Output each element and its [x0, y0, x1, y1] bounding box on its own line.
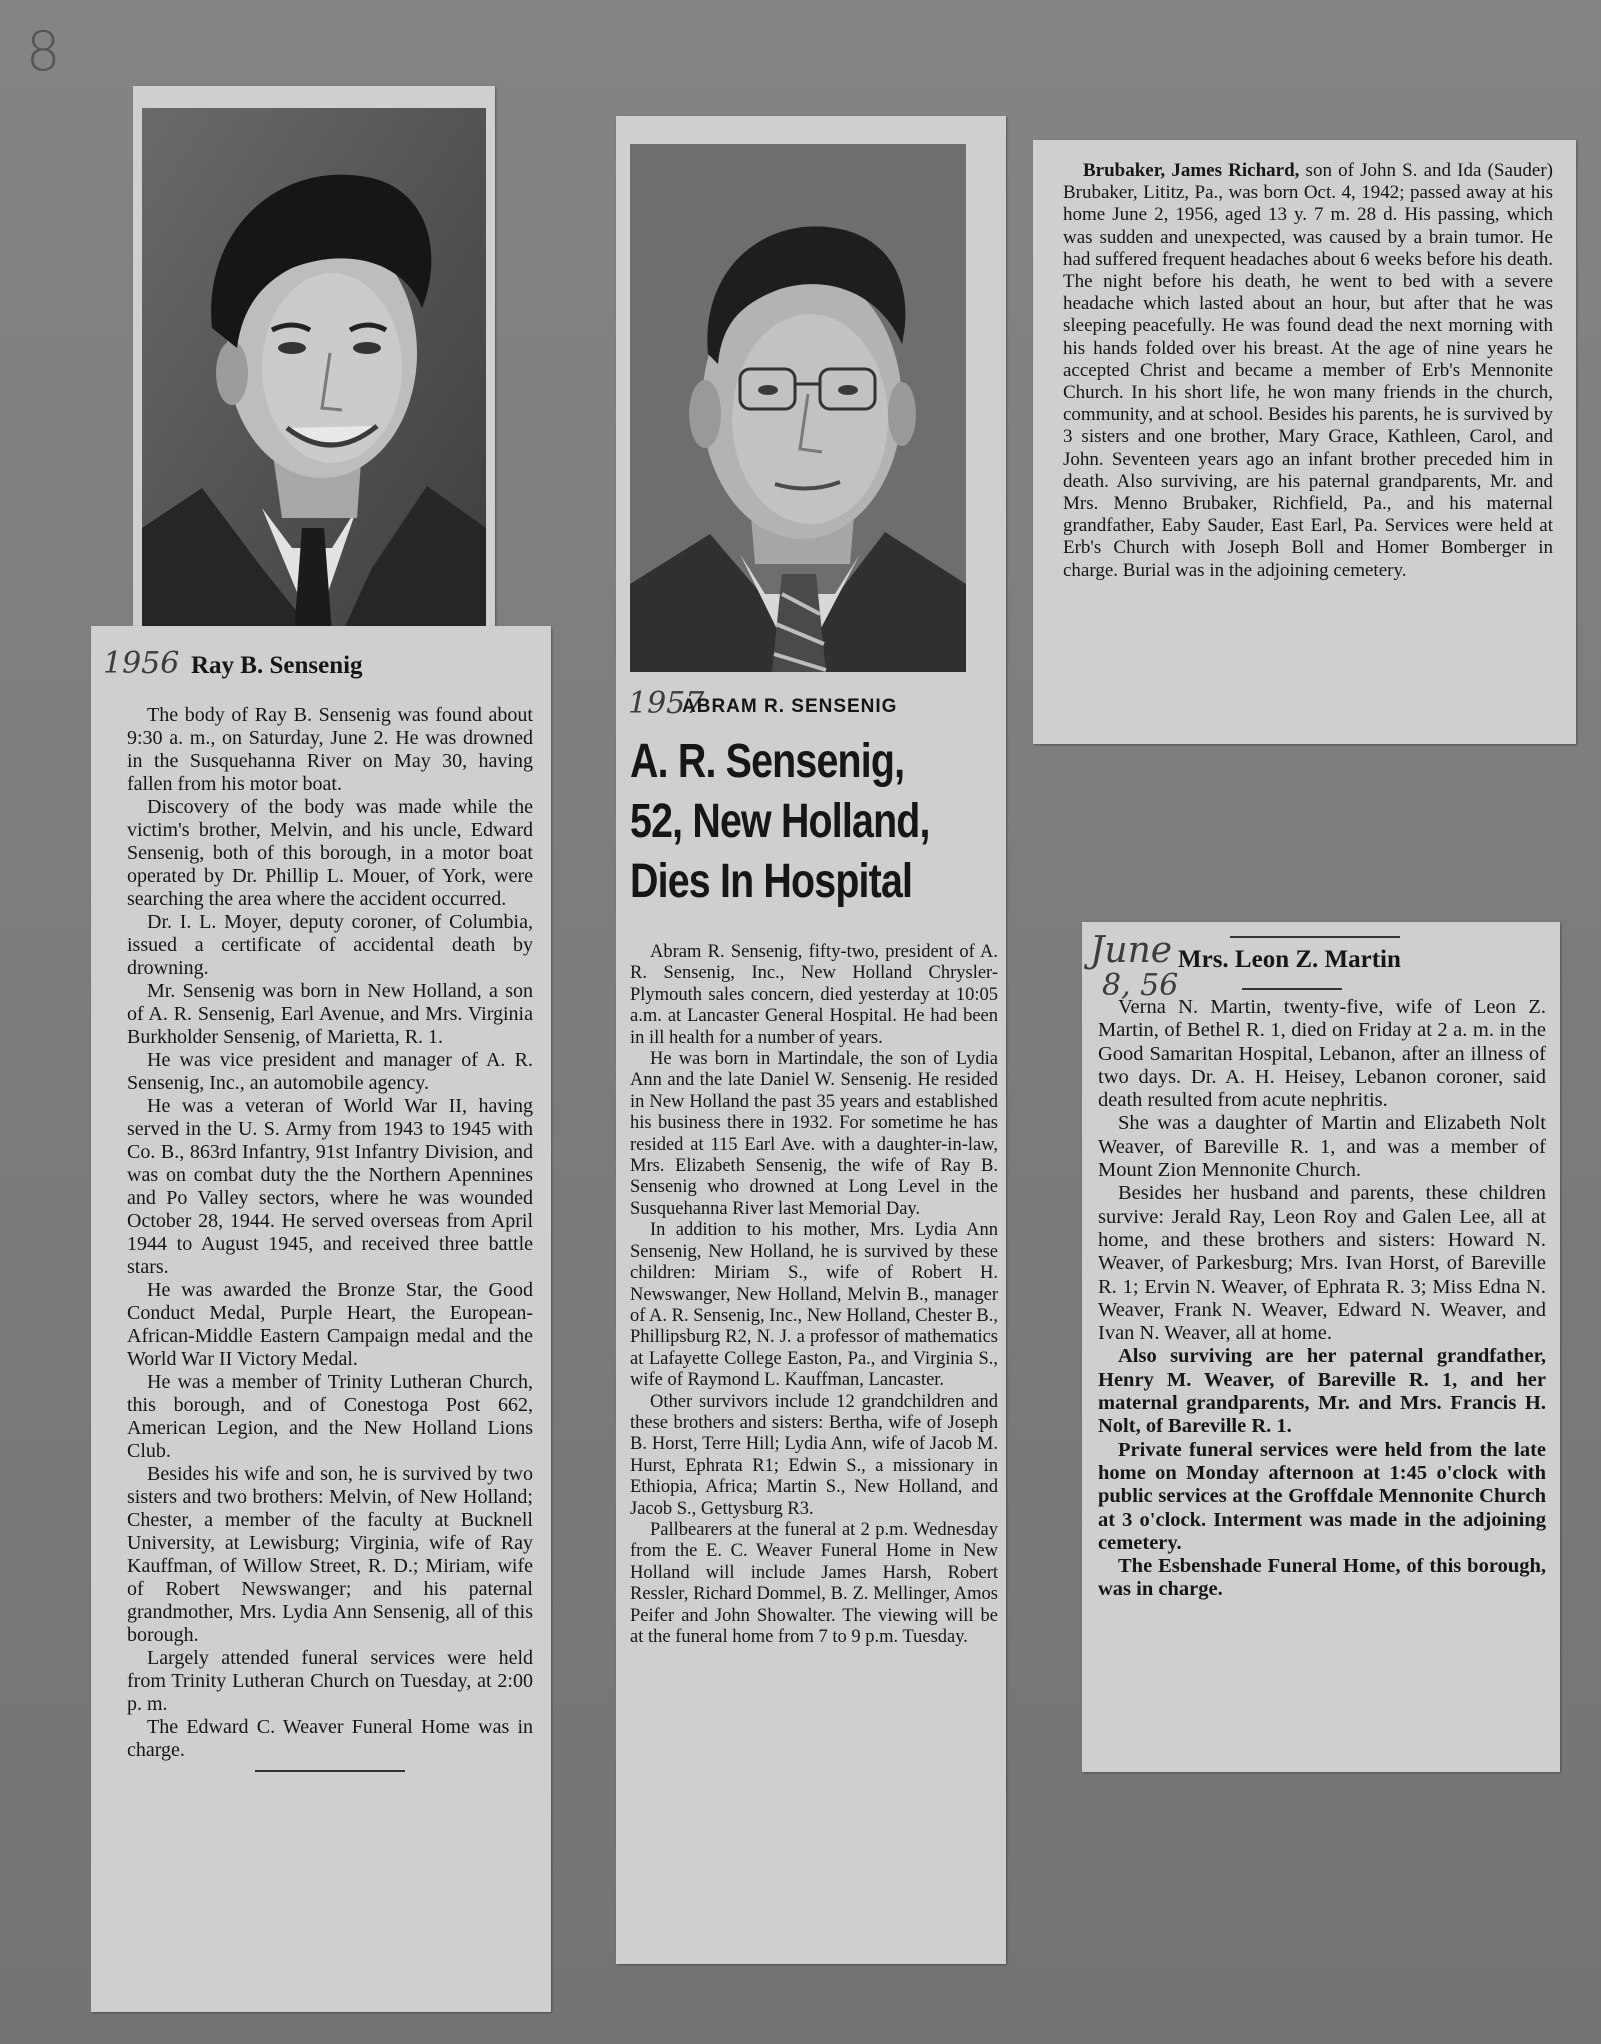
portrait-photo-ray-sensenig	[133, 86, 495, 634]
paragraph: Discovery of the body was made while the victim's brother, Melvin, and his uncle, Edward Sensenig, both of this borough, in a motor boat operated by Dr. Phillip L. Mouer, of York, were searching the area where the accident occurred.	[127, 796, 533, 910]
paragraph: He was a member of Trinity Lutheran Church, this borough, and of Conestoga Post 662, American Legion, and the New Holland Lions Club.	[127, 1371, 533, 1462]
headline-block	[630, 732, 933, 912]
paragraph: Also surviving are her paternal grandfather, Henry M. Weaver, of Bareville R. 1, and her maternal grandparents, Mr. and Mrs. Francis H. Nolt, of Bareville R. 1.	[1098, 1345, 1546, 1438]
paragraph: Besides her husband and parents, these children survive: Jerald Ray, Leon Roy and Galen Lee, all at home, and these brothers and sisters: Howard N. Weaver, of Parkesburg; Mrs. Ivan Horst, of Bareville R. 1; Ervin N. Weaver, of Ephrata R. 3; Miss Edna N. Weaver, Frank N. Weaver, Edward N. Weaver, and Ivan N. Weaver, all at home.	[1098, 1182, 1546, 1345]
portrait-abram-sensenig	[630, 144, 966, 672]
obituary-clip-brubaker	[1033, 140, 1576, 744]
paragraph: Mr. Sensenig was born in New Holland, a son of A. R. Sensenig, Earl Avenue, and Mrs. Virginia Burkholder Sensenig, of Marietta, R. 1.	[127, 980, 533, 1048]
paragraph: The body of Ray B. Sensenig was found about 9:30 a. m., on Saturday, June 2. He was drowned in the Susquehanna River on May 30, having fallen from his motor boat.	[127, 704, 533, 795]
paragraph: The Esbenshade Funeral Home, of this borough, was in charge.	[1098, 1555, 1546, 1601]
obituary-body	[1063, 160, 1553, 582]
paragraph: Abram R. Sensenig, fifty-two, president of A. R. Sensenig, Inc., New Holland Chrysler-Plymouth sales concern, died yesterday at 10:05 a.m. at Lancaster General Hospital. He had been in ill health for a number of years.	[630, 942, 998, 1048]
paragraph: He was born in Martindale, the son of Lydia Ann and the late Daniel W. Sensenig. He resided in New Holland the past 35 years and established his business there in 1932. For sometime he has resided at 115 Earl Ave. with a daughter-in-law, Mrs. Elizabeth Sensenig, the wife of Ray B. Sensenig who drowned at Long Level in the Susquehanna River last Memorial Day.	[630, 1049, 998, 1219]
obituary-headline: Ray B. Sensenig	[191, 652, 363, 679]
obituary-clip-abram-sensenig	[616, 116, 1006, 1964]
headline-line: Dies In Hospital	[630, 855, 913, 908]
top-rule	[1230, 936, 1400, 938]
paragraph: He was awarded the Bronze Star, the Good Conduct Medal, Purple Heart, the European-African-Middle Eastern Campaign medal and the World War II Victory Medal.	[127, 1279, 533, 1370]
paragraph: He was vice president and manager of A. R. Sensenig, Inc., an automobile agency.	[127, 1049, 533, 1094]
obituary-body	[127, 704, 533, 1772]
obituary-headline: Mrs. Leon Z. Martin	[1178, 946, 1401, 973]
paragraph: Pallbearers at the funeral at 2 p.m. Wednesday from the E. C. Weaver Funeral Home in New Holland will include James Harsh, Robert Ressler, Richard Dommel, B. Z. Mellinger, Amos Peifer and John Showalter. The viewing will be at the funeral home from 7 to 9 p.m. Tuesday.	[630, 1519, 998, 1647]
end-rule	[255, 1770, 405, 1772]
paragraph: Other survivors include 12 grandchildren and these brothers and sisters: Bertha, wife of Joseph B. Horst, Terre Hill; Lydia Ann, wife of Jacob M. Hurst, Ephrata R1; Edwin S., a missionary in Ethiopia, Africa; Martin S., New Holland, and Jacob S., Gettysburg R3.	[630, 1391, 998, 1519]
paragraph: He was a veteran of World War II, having served in the U. S. Army from 1943 to 1945 with Co. B., 863rd Infantry, 91st Infantry Division, and was on combat duty the the Northern Apennines and Po Valley sectors, where he was wounded October 28, 1944. He served overseas from April 1944 to August 1945, and received three battle stars.	[127, 1095, 533, 1278]
obituary-text: son of John S. and Ida (Sauder) Brubaker, Lititz, Pa., was born Oct. 4, 1942; passed away at his home June 2, 1956, aged 13 y. 7 m. 28 d. His passing, which was sudden and unexpected, was caused by a brain tumor. He had suffered frequent headaches about 6 weeks before his death. The night before his death, he went to bed with a severe headache which lasted about an hour, but after that he was sleeping peacefully. He was found dead the next morning with his hands folded over his breast. At the age of nine years he accepted Christ and became a member of Erb's Mennonite Church. In his short life, he won many friends in the church, community, and at school. Besides his parents, he is survived by 3 sisters and one brother, Mary Grace, Kathleen, Carol, and John. Seventeen years ago an infant brother preceded him in death. Also surviving, are his paternal grandparents, Mr. and Mrs. Menno Brubaker, Richfield, Pa., and his maternal grandfather, Eaby Sauder, East Earl, Pa. Services were held at Erb's Church with Joseph Boll and Homer Bomberger in charge. Burial was in the adjoining cemetery.	[1063, 160, 1553, 581]
paragraph: Dr. I. L. Moyer, deputy coroner, of Columbia, issued a certificate of accidental death by drowning.	[127, 911, 533, 979]
portrait-image	[142, 108, 486, 633]
headline-line: A. R. Sensenig,	[630, 735, 905, 788]
paragraph: Private funeral services were held from the late home on Monday afternoon at 1:45 o'clock with public services at the Groffdale Mennonite Church at 3 o'clock. Interment was made in the adjoining cemetery.	[1098, 1438, 1546, 1554]
headline-line: 52, New Holland,	[630, 795, 930, 848]
obituary-body	[630, 942, 998, 1648]
lead-name: Brubaker, James Richard,	[1083, 160, 1300, 181]
paragraph: In addition to his mother, Mrs. Lydia Ann Sensenig, New Holland, he is survived by these children: Miriam S., wife of Robert H. Newswanger, New Holland, Melvin B., manager of A. R. Sensenig, Inc., New Holland, Chester B., Phillipsburg R2, N. J. a professor of mathematics at Lafayette College Easton, Pa., and Virginia S., wife of Raymond L. Kauffman, Lancaster.	[630, 1220, 998, 1391]
handwritten-year: 1956	[103, 646, 180, 681]
paragraph: The Edward C. Weaver Funeral Home was in charge.	[127, 1716, 533, 1761]
paragraph: Verna N. Martin, twenty-five, wife of Leon Z. Martin, of Bethel R. 1, died on Friday at 2 a. m. in the Good Samaritan Hospital, Lebanon, after an illness of two days. Dr. A. H. Heisey, Lebanon coroner, said death resulted from acute nephritis.	[1098, 996, 1546, 1112]
handwritten-date: 8, 56	[1102, 968, 1179, 1003]
paragraph: She was a daughter of Martin and Elizabeth Nolt Weaver, of Bareville R. 1, and was a member of Mount Zion Mennonite Church.	[1098, 1112, 1546, 1182]
obituary-clip-leon-martin	[1082, 922, 1560, 1772]
page-number: 8	[26, 20, 61, 83]
handwritten-year: 1957	[628, 686, 705, 721]
obituary-clip-ray-sensenig	[91, 626, 551, 2012]
handwritten-date: June	[1090, 930, 1173, 971]
headline-rule	[1242, 988, 1342, 990]
photo-caption: ABRAM R. SENSENIG	[682, 696, 898, 717]
paragraph: Besides his wife and son, he is survived by two sisters and two brothers: Melvin, of New Holland; Chester, a member of the faculty at Bucknell University, at Lewisburg; Virginia, wife of Ray Kauffman, of Willow Street, R. D.; Miriam, wife of Robert Newswanger; and his paternal grandmother, Mrs. Lydia Ann Sensenig, all of this borough.	[127, 1463, 533, 1646]
obituary-body	[1098, 996, 1546, 1602]
paragraph: Largely attended funeral services were held from Trinity Lutheran Church on Tuesday, at 2:00 p. m.	[127, 1647, 533, 1715]
